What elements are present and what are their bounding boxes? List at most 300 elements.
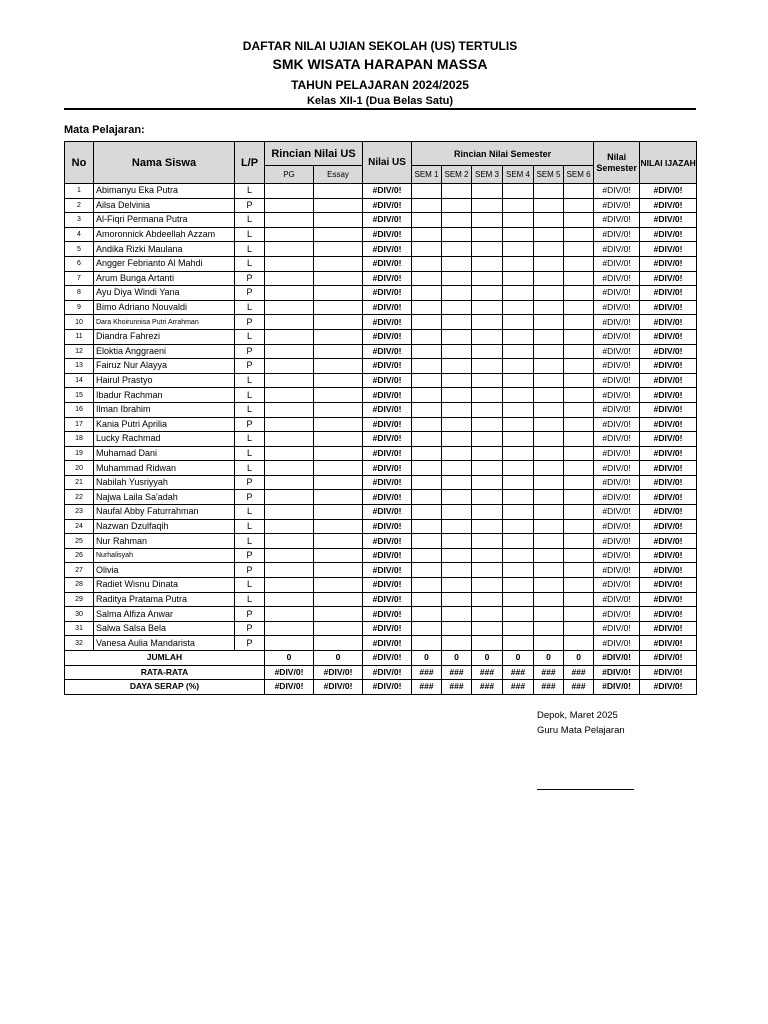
- sem2-cell[interactable]: [442, 446, 472, 461]
- sem1-cell[interactable]: [412, 461, 442, 476]
- sem3-cell[interactable]: [472, 344, 503, 359]
- sem1-cell[interactable]: [412, 315, 442, 330]
- sem3-cell[interactable]: [472, 242, 503, 257]
- sem4-cell[interactable]: [503, 184, 534, 199]
- sem6-cell[interactable]: [564, 388, 594, 403]
- sem6-cell[interactable]: [564, 475, 594, 490]
- pg-cell[interactable]: [265, 519, 314, 534]
- sem5-cell[interactable]: [534, 548, 564, 563]
- sem6-cell[interactable]: [564, 519, 594, 534]
- sem5-cell[interactable]: [534, 446, 564, 461]
- sem3-cell[interactable]: [472, 534, 503, 549]
- sem3-cell[interactable]: [472, 548, 503, 563]
- pg-cell[interactable]: [265, 256, 314, 271]
- essay-cell[interactable]: [314, 636, 363, 651]
- pg-cell[interactable]: [265, 490, 314, 505]
- sem5-cell[interactable]: [534, 344, 564, 359]
- student-name: Najwa Laila Sa'adah: [94, 490, 235, 505]
- pg-cell[interactable]: [265, 607, 314, 622]
- sem5-cell[interactable]: [534, 315, 564, 330]
- sem1-cell[interactable]: [412, 432, 442, 447]
- sem5-cell[interactable]: [534, 461, 564, 476]
- sem5-cell[interactable]: [534, 286, 564, 301]
- student-no: 8: [65, 286, 94, 301]
- student-gender: P: [235, 621, 265, 636]
- subject-label: Mata Pelajaran:: [64, 124, 145, 136]
- sem6-cell[interactable]: [564, 548, 594, 563]
- sem3-cell[interactable]: [472, 402, 503, 417]
- sem3-cell[interactable]: [472, 184, 503, 199]
- sem4-cell[interactable]: [503, 329, 534, 344]
- student-no: 27: [65, 563, 94, 578]
- sem1-cell[interactable]: [412, 242, 442, 257]
- sem6-cell[interactable]: [564, 563, 594, 578]
- sem5-cell[interactable]: [534, 519, 564, 534]
- sem4-cell[interactable]: [503, 475, 534, 490]
- essay-cell[interactable]: [314, 475, 363, 490]
- pg-cell[interactable]: [265, 315, 314, 330]
- pg-cell[interactable]: [265, 592, 314, 607]
- sem6-cell[interactable]: [564, 505, 594, 520]
- sem4-cell[interactable]: [503, 227, 534, 242]
- sem5-cell[interactable]: [534, 184, 564, 199]
- sem6-cell[interactable]: [564, 213, 594, 228]
- sem5-cell[interactable]: [534, 621, 564, 636]
- sem3-cell[interactable]: [472, 607, 503, 622]
- pg-cell[interactable]: [265, 417, 314, 432]
- sem6-cell[interactable]: [564, 300, 594, 315]
- sem6-cell[interactable]: [564, 607, 594, 622]
- table-row: [65, 548, 697, 563]
- sem1-cell[interactable]: [412, 388, 442, 403]
- sem1-cell[interactable]: [412, 490, 442, 505]
- essay-cell[interactable]: [314, 286, 363, 301]
- header-us-score: Nilai US: [363, 142, 412, 184]
- semester-score-cell: #DIV/0!: [594, 505, 640, 520]
- essay-cell[interactable]: [314, 607, 363, 622]
- essay-cell[interactable]: [314, 198, 363, 213]
- sem4-cell[interactable]: [503, 548, 534, 563]
- sem3-cell[interactable]: [472, 315, 503, 330]
- essay-cell[interactable]: [314, 256, 363, 271]
- essay-cell[interactable]: [314, 461, 363, 476]
- sem2-cell[interactable]: [442, 227, 472, 242]
- sem1-cell[interactable]: [412, 256, 442, 271]
- essay-cell[interactable]: [314, 359, 363, 374]
- essay-cell[interactable]: [314, 315, 363, 330]
- sem2-cell[interactable]: [442, 636, 472, 651]
- sem4-cell[interactable]: [503, 271, 534, 286]
- sem1-cell[interactable]: [412, 373, 442, 388]
- sem2-cell[interactable]: [442, 359, 472, 374]
- sem5-cell[interactable]: [534, 198, 564, 213]
- pg-cell[interactable]: [265, 373, 314, 388]
- sem2-cell[interactable]: [442, 432, 472, 447]
- sem1-cell[interactable]: [412, 286, 442, 301]
- sem4-cell[interactable]: [503, 242, 534, 257]
- sem6-cell[interactable]: [564, 373, 594, 388]
- student-gender: P: [235, 286, 265, 301]
- sem2-cell[interactable]: [442, 563, 472, 578]
- sem1-cell[interactable]: [412, 475, 442, 490]
- sem5-cell[interactable]: [534, 213, 564, 228]
- ijazah-score-cell: #DIV/0!: [640, 227, 697, 242]
- sem1-cell[interactable]: [412, 621, 442, 636]
- sem3-cell[interactable]: [472, 256, 503, 271]
- sem6-cell[interactable]: [564, 461, 594, 476]
- sem5-cell[interactable]: [534, 505, 564, 520]
- sem1-cell[interactable]: [412, 198, 442, 213]
- essay-cell[interactable]: [314, 184, 363, 199]
- student-no: 13: [65, 359, 94, 374]
- pg-cell[interactable]: [265, 578, 314, 593]
- sem5-cell[interactable]: [534, 300, 564, 315]
- pg-cell[interactable]: [265, 446, 314, 461]
- sem5-cell[interactable]: [534, 607, 564, 622]
- sem4-cell[interactable]: [503, 402, 534, 417]
- sem1-cell[interactable]: [412, 300, 442, 315]
- sem3-cell[interactable]: [472, 286, 503, 301]
- sem3-cell[interactable]: [472, 490, 503, 505]
- sem3-cell[interactable]: [472, 446, 503, 461]
- semester-score-cell: #DIV/0!: [594, 315, 640, 330]
- sem1-cell[interactable]: [412, 505, 442, 520]
- sem3-cell[interactable]: [472, 505, 503, 520]
- pg-cell[interactable]: [265, 359, 314, 374]
- summary-label: RATA-RATA: [65, 665, 265, 680]
- sem5-cell[interactable]: [534, 402, 564, 417]
- sem2-cell[interactable]: [442, 388, 472, 403]
- sem5-cell[interactable]: [534, 475, 564, 490]
- pg-cell[interactable]: [265, 227, 314, 242]
- sem2-cell[interactable]: [442, 417, 472, 432]
- sem1-cell[interactable]: [412, 184, 442, 199]
- sem5-cell[interactable]: [534, 490, 564, 505]
- sem5-cell[interactable]: [534, 432, 564, 447]
- sem6-cell[interactable]: [564, 534, 594, 549]
- sem4-cell[interactable]: [503, 315, 534, 330]
- essay-cell[interactable]: [314, 402, 363, 417]
- summary-sem3: ###: [472, 680, 503, 695]
- sem4-cell[interactable]: [503, 286, 534, 301]
- sem3-cell[interactable]: [472, 329, 503, 344]
- sem6-cell[interactable]: [564, 315, 594, 330]
- sem3-cell[interactable]: [472, 300, 503, 315]
- pg-cell[interactable]: [265, 548, 314, 563]
- sem6-cell[interactable]: [564, 446, 594, 461]
- essay-cell[interactable]: [314, 213, 363, 228]
- sem3-cell[interactable]: [472, 475, 503, 490]
- sem4-cell[interactable]: [503, 417, 534, 432]
- sem6-cell[interactable]: [564, 286, 594, 301]
- sem4-cell[interactable]: [503, 578, 534, 593]
- ijazah-score-cell: #DIV/0!: [640, 388, 697, 403]
- sem5-cell[interactable]: [534, 256, 564, 271]
- essay-cell[interactable]: [314, 373, 363, 388]
- pg-cell[interactable]: [265, 621, 314, 636]
- essay-cell[interactable]: [314, 417, 363, 432]
- sem4-cell[interactable]: [503, 563, 534, 578]
- sem1-cell[interactable]: [412, 592, 442, 607]
- sem2-cell[interactable]: [442, 300, 472, 315]
- sem4-cell[interactable]: [503, 256, 534, 271]
- sem2-cell[interactable]: [442, 505, 472, 520]
- essay-cell[interactable]: [314, 505, 363, 520]
- pg-cell[interactable]: [265, 198, 314, 213]
- sem3-cell[interactable]: [472, 388, 503, 403]
- essay-cell[interactable]: [314, 519, 363, 534]
- sem6-cell[interactable]: [564, 359, 594, 374]
- student-gender: L: [235, 592, 265, 607]
- pg-cell[interactable]: [265, 636, 314, 651]
- sem1-cell[interactable]: [412, 329, 442, 344]
- sem4-cell[interactable]: [503, 446, 534, 461]
- sem5-cell[interactable]: [534, 592, 564, 607]
- sem2-cell[interactable]: [442, 213, 472, 228]
- sem4-cell[interactable]: [503, 621, 534, 636]
- sem4-cell[interactable]: [503, 213, 534, 228]
- ijazah-score-cell: #DIV/0!: [640, 242, 697, 257]
- essay-cell[interactable]: [314, 271, 363, 286]
- sem3-cell[interactable]: [472, 359, 503, 374]
- sem2-cell[interactable]: [442, 548, 472, 563]
- pg-cell[interactable]: [265, 534, 314, 549]
- sem3-cell[interactable]: [472, 432, 503, 447]
- sem1-cell[interactable]: [412, 519, 442, 534]
- sem3-cell[interactable]: [472, 198, 503, 213]
- sem3-cell[interactable]: [472, 417, 503, 432]
- sem5-cell[interactable]: [534, 373, 564, 388]
- sem3-cell[interactable]: [472, 461, 503, 476]
- sem1-cell[interactable]: [412, 636, 442, 651]
- sem6-cell[interactable]: [564, 490, 594, 505]
- sem3-cell[interactable]: [472, 519, 503, 534]
- essay-cell[interactable]: [314, 242, 363, 257]
- sem6-cell[interactable]: [564, 184, 594, 199]
- summary-label: JUMLAH: [65, 651, 265, 666]
- sem6-cell[interactable]: [564, 417, 594, 432]
- essay-cell[interactable]: [314, 592, 363, 607]
- sem5-cell[interactable]: [534, 534, 564, 549]
- summary-essay: 0: [314, 651, 363, 666]
- student-no: 29: [65, 592, 94, 607]
- sem3-cell[interactable]: [472, 636, 503, 651]
- sem2-cell[interactable]: [442, 271, 472, 286]
- sem2-cell[interactable]: [442, 475, 472, 490]
- table-row: [65, 402, 697, 417]
- table-row: [65, 592, 697, 607]
- essay-cell[interactable]: [314, 490, 363, 505]
- sem3-cell[interactable]: [472, 621, 503, 636]
- sem4-cell[interactable]: [503, 373, 534, 388]
- sem4-cell[interactable]: [503, 592, 534, 607]
- sem1-cell[interactable]: [412, 563, 442, 578]
- sem3-cell[interactable]: [472, 373, 503, 388]
- sem3-cell[interactable]: [472, 271, 503, 286]
- sem5-cell[interactable]: [534, 227, 564, 242]
- pg-cell[interactable]: [265, 213, 314, 228]
- sem6-cell[interactable]: [564, 227, 594, 242]
- sem4-cell[interactable]: [503, 519, 534, 534]
- sem1-cell[interactable]: [412, 213, 442, 228]
- table-row: [65, 505, 697, 520]
- student-no: 10: [65, 315, 94, 330]
- ijazah-score-cell: #DIV/0!: [640, 621, 697, 636]
- pg-cell[interactable]: [265, 300, 314, 315]
- sem2-cell[interactable]: [442, 198, 472, 213]
- sem4-cell[interactable]: [503, 534, 534, 549]
- essay-cell[interactable]: [314, 446, 363, 461]
- sem4-cell[interactable]: [503, 607, 534, 622]
- sem5-cell[interactable]: [534, 578, 564, 593]
- pg-cell[interactable]: [265, 242, 314, 257]
- pg-cell[interactable]: [265, 432, 314, 447]
- sem5-cell[interactable]: [534, 563, 564, 578]
- sem6-cell[interactable]: [564, 402, 594, 417]
- sem2-cell[interactable]: [442, 578, 472, 593]
- sem3-cell[interactable]: [472, 563, 503, 578]
- sem2-cell[interactable]: [442, 184, 472, 199]
- us-score-cell: #DIV/0!: [363, 534, 412, 549]
- sem4-cell[interactable]: [503, 300, 534, 315]
- pg-cell[interactable]: [265, 402, 314, 417]
- pg-cell[interactable]: [265, 271, 314, 286]
- student-name: Diandra Fahrezi: [94, 329, 235, 344]
- essay-cell[interactable]: [314, 227, 363, 242]
- student-name: Salma Alfiza Anwar: [94, 607, 235, 622]
- essay-cell[interactable]: [314, 534, 363, 549]
- student-gender: L: [235, 505, 265, 520]
- sem6-cell[interactable]: [564, 578, 594, 593]
- table-row: [65, 242, 697, 257]
- sem2-cell[interactable]: [442, 607, 472, 622]
- pg-cell[interactable]: [265, 388, 314, 403]
- sem6-cell[interactable]: [564, 432, 594, 447]
- student-no: 4: [65, 227, 94, 242]
- summary-sem4: 0: [503, 651, 534, 666]
- sem2-cell[interactable]: [442, 329, 472, 344]
- pg-cell[interactable]: [265, 563, 314, 578]
- pg-cell[interactable]: [265, 329, 314, 344]
- sem1-cell[interactable]: [412, 534, 442, 549]
- sem1-cell[interactable]: [412, 359, 442, 374]
- sem5-cell[interactable]: [534, 636, 564, 651]
- sem6-cell[interactable]: [564, 621, 594, 636]
- sem1-cell[interactable]: [412, 227, 442, 242]
- sem2-cell[interactable]: [442, 534, 472, 549]
- pg-cell[interactable]: [265, 505, 314, 520]
- sem6-cell[interactable]: [564, 329, 594, 344]
- student-no: 2: [65, 198, 94, 213]
- essay-cell[interactable]: [314, 388, 363, 403]
- sem1-cell[interactable]: [412, 271, 442, 286]
- essay-cell[interactable]: [314, 344, 363, 359]
- sem2-cell[interactable]: [442, 256, 472, 271]
- sem2-cell[interactable]: [442, 373, 472, 388]
- essay-cell[interactable]: [314, 548, 363, 563]
- sem4-cell[interactable]: [503, 198, 534, 213]
- sem1-cell[interactable]: [412, 578, 442, 593]
- sem6-cell[interactable]: [564, 242, 594, 257]
- sem2-cell[interactable]: [442, 592, 472, 607]
- sem5-cell[interactable]: [534, 417, 564, 432]
- sem3-cell[interactable]: [472, 227, 503, 242]
- sem6-cell[interactable]: [564, 636, 594, 651]
- sem4-cell[interactable]: [503, 636, 534, 651]
- sem6-cell[interactable]: [564, 592, 594, 607]
- sem1-cell[interactable]: [412, 446, 442, 461]
- sem4-cell[interactable]: [503, 505, 534, 520]
- sem1-cell[interactable]: [412, 344, 442, 359]
- sem1-cell[interactable]: [412, 607, 442, 622]
- sem2-cell[interactable]: [442, 315, 472, 330]
- sem2-cell[interactable]: [442, 286, 472, 301]
- sem3-cell[interactable]: [472, 592, 503, 607]
- sem4-cell[interactable]: [503, 461, 534, 476]
- student-gender: P: [235, 475, 265, 490]
- pg-cell[interactable]: [265, 461, 314, 476]
- sem3-cell[interactable]: [472, 578, 503, 593]
- semester-score-cell: #DIV/0!: [594, 256, 640, 271]
- student-name: Angger Febrianto Al Mahdi: [94, 256, 235, 271]
- student-gender: L: [235, 578, 265, 593]
- sem2-cell[interactable]: [442, 461, 472, 476]
- essay-cell[interactable]: [314, 329, 363, 344]
- sem6-cell[interactable]: [564, 198, 594, 213]
- sem5-cell[interactable]: [534, 329, 564, 344]
- sem2-cell[interactable]: [442, 242, 472, 257]
- sem4-cell[interactable]: [503, 359, 534, 374]
- student-no: 21: [65, 475, 94, 490]
- pg-cell[interactable]: [265, 475, 314, 490]
- header-student-name: Nama Siswa: [94, 142, 235, 184]
- sem2-cell[interactable]: [442, 402, 472, 417]
- sem2-cell[interactable]: [442, 621, 472, 636]
- sem1-cell[interactable]: [412, 417, 442, 432]
- sem5-cell[interactable]: [534, 388, 564, 403]
- student-gender: P: [235, 490, 265, 505]
- semester-score-cell: #DIV/0!: [594, 417, 640, 432]
- semester-score-cell: #DIV/0!: [594, 184, 640, 199]
- sem2-cell[interactable]: [442, 490, 472, 505]
- pg-cell[interactable]: [265, 286, 314, 301]
- sem1-cell[interactable]: [412, 548, 442, 563]
- essay-cell[interactable]: [314, 563, 363, 578]
- essay-cell[interactable]: [314, 300, 363, 315]
- essay-cell[interactable]: [314, 578, 363, 593]
- sem4-cell[interactable]: [503, 432, 534, 447]
- sem3-cell[interactable]: [472, 213, 503, 228]
- sem4-cell[interactable]: [503, 490, 534, 505]
- summary-label: DAYA SERAP (%): [65, 680, 265, 695]
- sem2-cell[interactable]: [442, 519, 472, 534]
- essay-cell[interactable]: [314, 621, 363, 636]
- us-score-cell: #DIV/0!: [363, 578, 412, 593]
- sem5-cell[interactable]: [534, 359, 564, 374]
- sem6-cell[interactable]: [564, 256, 594, 271]
- sem1-cell[interactable]: [412, 402, 442, 417]
- sem5-cell[interactable]: [534, 271, 564, 286]
- sem4-cell[interactable]: [503, 344, 534, 359]
- pg-cell[interactable]: [265, 344, 314, 359]
- sem4-cell[interactable]: [503, 388, 534, 403]
- pg-cell[interactable]: [265, 184, 314, 199]
- sem6-cell[interactable]: [564, 344, 594, 359]
- sem5-cell[interactable]: [534, 242, 564, 257]
- sem2-cell[interactable]: [442, 344, 472, 359]
- essay-cell[interactable]: [314, 432, 363, 447]
- sem6-cell[interactable]: [564, 271, 594, 286]
